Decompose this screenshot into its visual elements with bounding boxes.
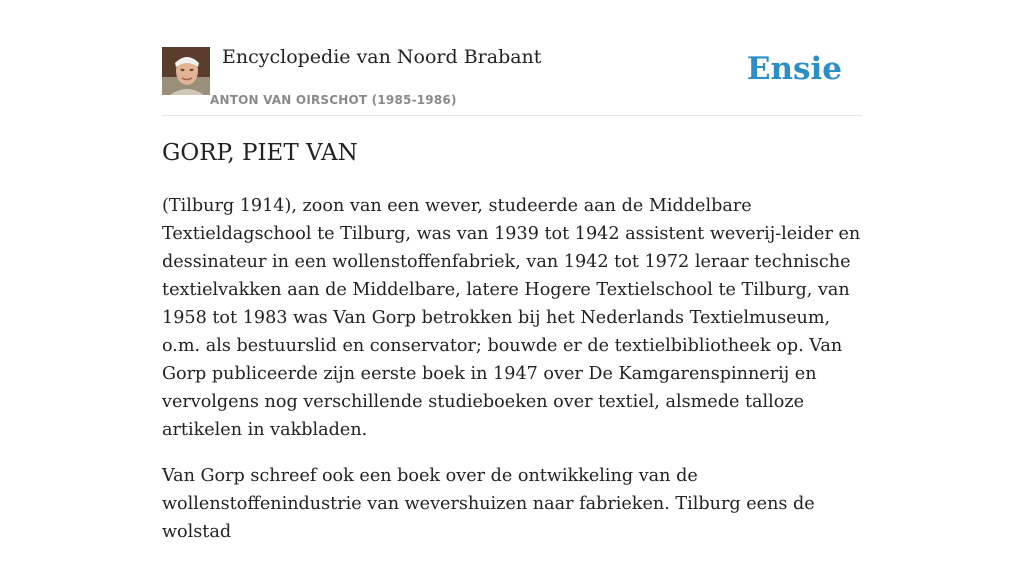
ensie-logo[interactable]: Ensie [746, 51, 842, 87]
entry-body [162, 192, 862, 564]
encyclopedia-title[interactable]: Encyclopedie van Noord Brabant [222, 46, 542, 68]
author-name[interactable]: ANTON VAN OIRSCHOT (1985-1986) [210, 93, 457, 107]
entry-paragraph-2: Van Gorp schreef ook een boek over de ontwikkeling van de wollenstoffenindustrie van wevershuizen naar fabrieken. Tilburg eens de wolstad [162, 466, 815, 542]
author-portrait-icon [162, 47, 210, 95]
entry-paragraph-1: (Tilburg 1914), zoon van een wever, studeerde aan de Middelbare Textieldagschool te Tilburg, was van 1939 tot 1942 assistent weverij-leider en dessinateur in een wollenstoffenfabriek, van 1942 tot 1972 leraar technische textielvakken aan de Middelbare, latere Hogere Textielschool te Tilburg, van 1958 tot 1983 was Van Gorp betrokken bij het Nederlands Textielmuseum, o.m. als bestuurslid en conservator; bouwde er de textielbibliotheek op. Van Gorp publiceerde zijn eerste boek in 1947 over De Kamgarenspinnerij en vervolgens nog verschillende studieboeken over textiel, alsmede talloze artikelen in vakbladen. [162, 196, 861, 440]
header [162, 40, 862, 116]
author-avatar[interactable] [162, 47, 210, 95]
entry-title: GORP, PIET VAN [162, 140, 358, 166]
